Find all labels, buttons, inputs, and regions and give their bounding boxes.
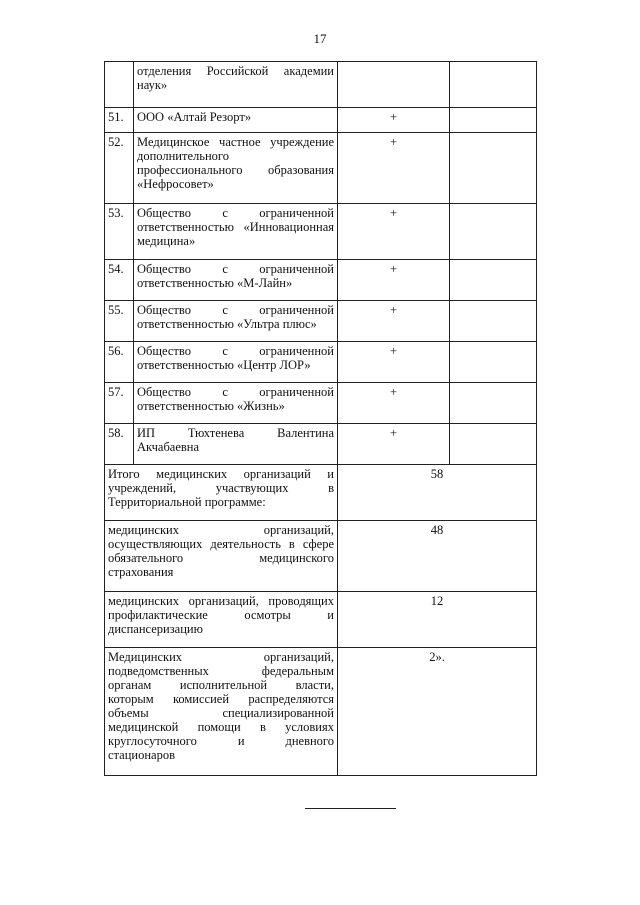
text-line: ООО «Алтай Резорт»	[137, 110, 252, 124]
text-line: обязательного медицинского	[108, 551, 334, 565]
text-line: объемы специализированной	[108, 706, 334, 720]
empty-cell	[450, 133, 537, 204]
text-line: Медицинское частное учреждение	[137, 135, 334, 149]
empty-cell	[450, 108, 537, 133]
text-line: Общество с ограниченной	[137, 262, 334, 276]
table-row	[105, 204, 537, 260]
empty-cell	[450, 260, 537, 301]
participation-mark: +	[338, 108, 450, 133]
organization-name	[134, 301, 338, 342]
participation-mark: +	[338, 133, 450, 204]
text-line: Акчабаевна	[137, 440, 200, 454]
text-line: профессионального образования	[137, 163, 334, 177]
row-number: 53.	[105, 204, 134, 260]
table-row	[105, 383, 537, 424]
text-line: медицина»	[137, 234, 196, 248]
text-line: Итого медицинских организаций и	[108, 467, 334, 481]
empty-cell	[450, 301, 537, 342]
text-line: ответственностью «Центр ЛОР»	[137, 358, 311, 372]
organization-name	[134, 108, 338, 133]
text-line: ответственностью «Ультра плюс»	[137, 317, 317, 331]
participation-mark: +	[338, 383, 450, 424]
text-line: Общество с ограниченной	[137, 303, 334, 317]
table-row	[105, 424, 537, 465]
participation-mark: +	[338, 204, 450, 260]
text-line: круглосуточного и дневного	[108, 734, 334, 748]
text-line: Общество с ограниченной	[137, 206, 334, 220]
table-row	[105, 133, 537, 204]
text-line: осуществляющих деятельность в сфере	[108, 537, 334, 551]
empty-cell	[450, 204, 537, 260]
table-row	[105, 301, 537, 342]
row-number: 51.	[105, 108, 134, 133]
participation-mark: +	[338, 260, 450, 301]
empty-cell	[450, 383, 537, 424]
text-line: учреждений, участвующих в	[108, 481, 334, 495]
row-number	[105, 62, 134, 108]
text-line: медицинских организаций,	[108, 523, 334, 537]
total-label	[105, 648, 338, 776]
empty-cell	[450, 342, 537, 383]
text-line: медицинских организаций, проводящих	[108, 594, 334, 608]
text-line: ответственностью «М-Лайн»	[137, 276, 293, 290]
row-number: 52.	[105, 133, 134, 204]
row-number: 58.	[105, 424, 134, 465]
text-line: дополнительного	[137, 149, 229, 163]
text-line: наук»	[137, 78, 168, 92]
table-row	[105, 108, 537, 133]
text-line: Общество с ограниченной	[137, 385, 334, 399]
organization-name	[134, 62, 338, 108]
text-line: диспансеризацию	[108, 622, 203, 636]
total-row	[105, 521, 537, 592]
total-row	[105, 592, 537, 648]
text-line: ответственностью «Жизнь»	[137, 399, 285, 413]
text-line: Медицинских организаций,	[108, 650, 334, 664]
total-value: 58	[338, 465, 537, 521]
text-line: Территориальной программе:	[108, 495, 266, 509]
total-label	[105, 592, 338, 648]
participation-mark: +	[338, 424, 450, 465]
text-line: ИП Тюхтенева Валентина	[137, 426, 334, 440]
row-number: 55.	[105, 301, 134, 342]
row-number: 54.	[105, 260, 134, 301]
text-line: которым комиссией распределяются	[108, 692, 334, 706]
participation-mark: +	[338, 342, 450, 383]
total-row	[105, 648, 537, 776]
total-value: 48	[338, 521, 537, 592]
total-label	[105, 465, 338, 521]
total-label	[105, 521, 338, 592]
text-line: профилактические осмотры и	[108, 608, 334, 622]
table-row	[105, 342, 537, 383]
organizations-table	[104, 61, 537, 776]
organization-name	[134, 342, 338, 383]
text-line: стационаров	[108, 748, 175, 762]
organization-name	[134, 133, 338, 204]
text-line: Общество с ограниченной	[137, 344, 334, 358]
organization-name	[134, 260, 338, 301]
text-line: медицинской помощи в условиях	[108, 720, 334, 734]
text-line: подведомственных федеральным	[108, 664, 334, 678]
total-row	[105, 465, 537, 521]
empty-cell	[450, 424, 537, 465]
row-number: 57.	[105, 383, 134, 424]
text-line: отделения Российской академии	[137, 64, 334, 78]
participation-mark	[338, 62, 450, 108]
organization-name	[134, 204, 338, 260]
participation-mark: +	[338, 301, 450, 342]
empty-cell	[450, 62, 537, 108]
text-line: ответственностью «Инновационная	[137, 220, 334, 234]
total-value: 12	[338, 592, 537, 648]
organization-name	[134, 424, 338, 465]
organization-name	[134, 383, 338, 424]
table-row	[105, 62, 537, 108]
page-number: 17	[313, 31, 327, 46]
table-row	[105, 260, 537, 301]
footer-rule	[305, 808, 396, 809]
text-line: органам исполнительной власти,	[108, 678, 334, 692]
text-line: «Нефросовет»	[137, 177, 214, 191]
text-line: страхования	[108, 565, 174, 579]
row-number: 56.	[105, 342, 134, 383]
total-value: 2».	[338, 648, 537, 776]
